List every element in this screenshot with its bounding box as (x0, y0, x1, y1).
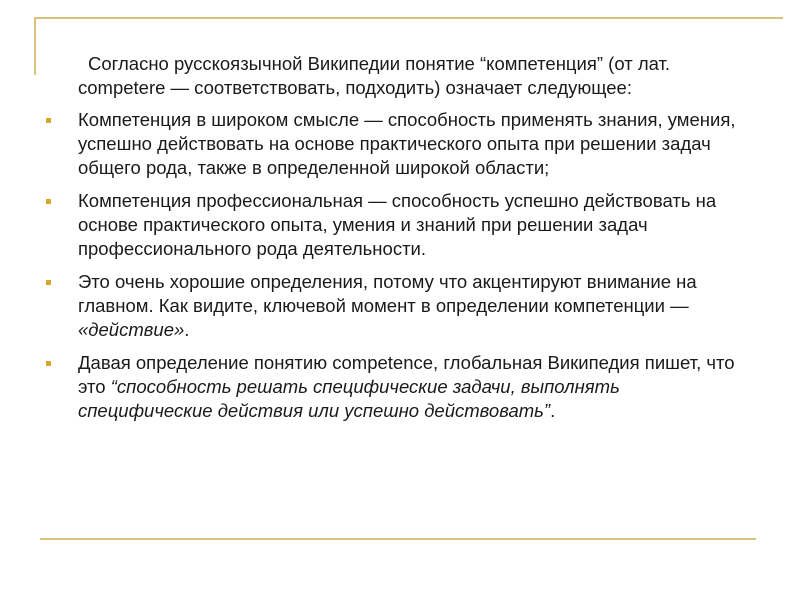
bullet-emphasis: «действие» (78, 319, 185, 340)
square-bullet-icon (46, 280, 51, 285)
square-bullet-icon (46, 361, 51, 366)
bullet-list (52, 108, 742, 423)
bullet-item (52, 270, 742, 342)
bullet-item (52, 108, 742, 180)
square-bullet-icon (46, 199, 51, 204)
intro-text: Согласно русскоязычной Википедии понятие “компетенция” (от лат. competere — соответствовать, подходить) означает следующее: (78, 53, 671, 98)
bullet-text: Это очень хорошие определения, потому что акцентируют внимание на главном. Как видите, ключевой момент в определении компетенции — (78, 271, 697, 316)
square-bullet-icon (46, 118, 51, 123)
intro-paragraph (52, 52, 742, 100)
frame-left-line (34, 17, 36, 75)
bullet-emphasis: “способность решать специфические задачи, выполнять специфические действия или успешно действовать” (78, 376, 620, 421)
frame-bottom-line (40, 538, 756, 540)
bullet-text: Компетенция профессиональная — способность успешно действовать на основе практического опыта, умения и знаний при решении задач профессионального рода деятельности. (78, 190, 717, 259)
bullet-item (52, 351, 742, 423)
slide-content (52, 52, 742, 432)
bullet-text-end: . (184, 319, 190, 340)
bullet-text: Компетенция в широком смысле — способность применять знания, умения, успешно действовать на основе практического опыта при решении задач общего рода, также в определенной широкой области; (78, 109, 736, 178)
bullet-text-end: . (550, 400, 556, 421)
bullet-item (52, 189, 742, 261)
frame-top-line (34, 17, 783, 19)
bullet-text: Давая определение понятию competence, глобальная Википедия пишет, что это (78, 352, 735, 397)
